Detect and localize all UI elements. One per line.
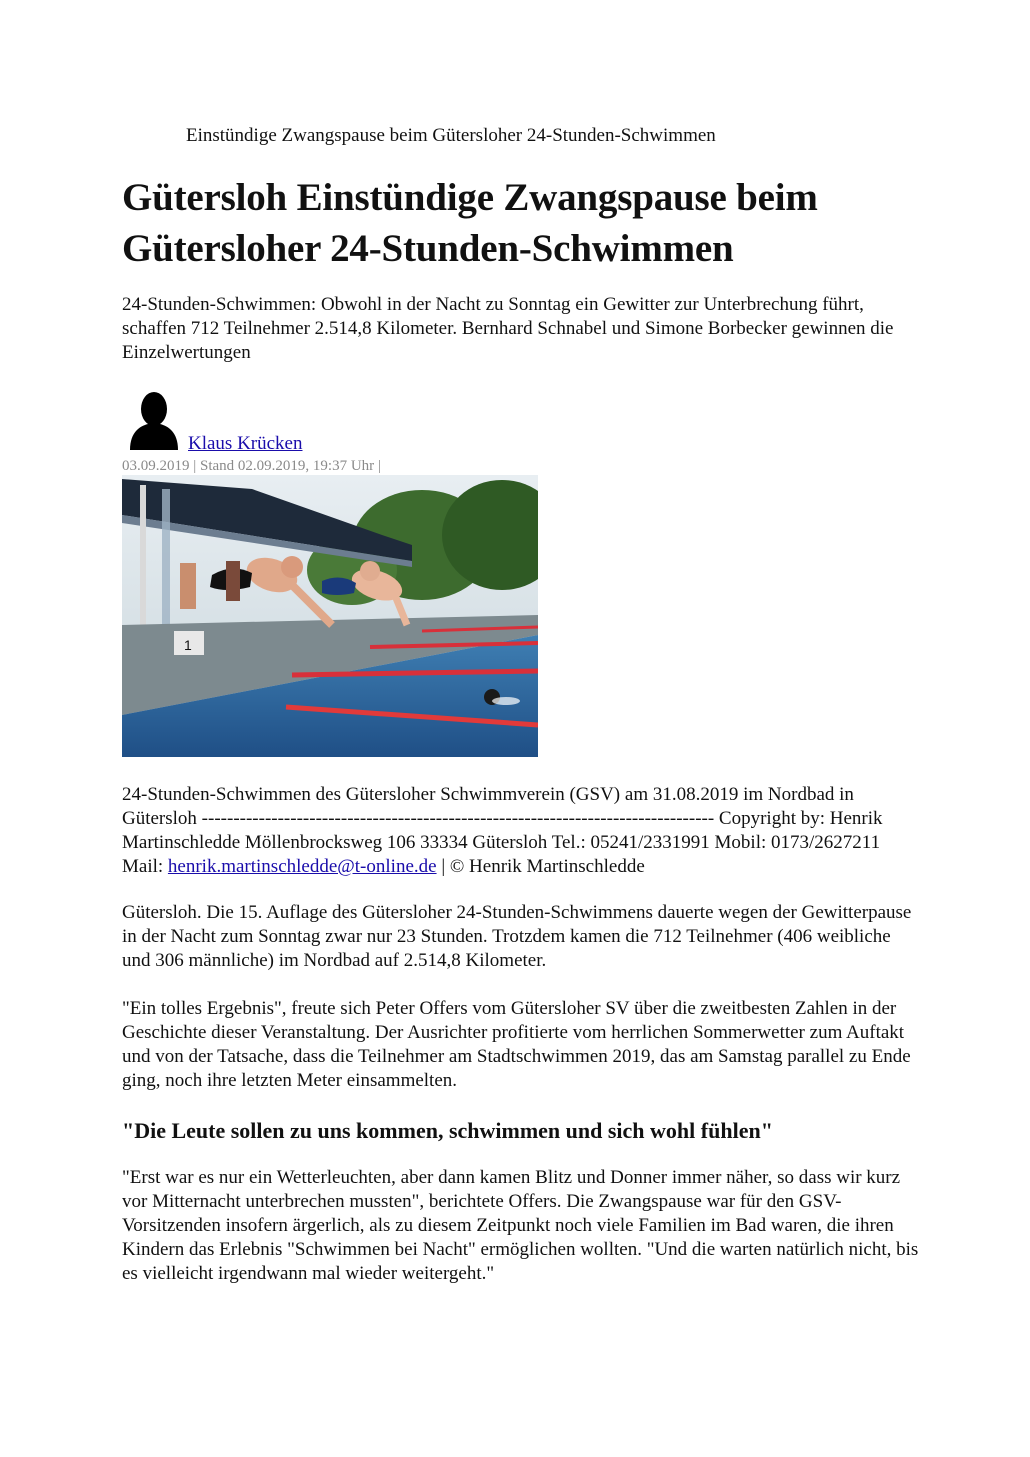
paragraph: "Ein tolles Ergebnis", freute sich Peter Offers vom Gütersloher SV über die zweitbesten Zahlen in der Geschichte dieser Veranstaltung. Der Ausrichter profitierte vom herrlichen Sommerwetter zum Auftakt und von der Tatsache, dass die Teilnehmer am Stadtschwimmen 2019, das am Samstag parallel zu Ende ging, noch ihre letzten Meter einsammelten.: [122, 998, 911, 1091]
article-dateline: 03.09.2019 | Stand 02.09.2019, 19:37 Uhr |: [122, 458, 381, 474]
caption-text: 24-Stunden-Schwimmen des Gütersloher Schwimmverein (GSV) am 31.08.2019 im Nordbad in Gütersloh --------------------------------------------------------------------------------- Copyright by: Henrik Martinschledde Möllenbrocksweg 106 33334 Gütersloh Tel.: 05241/2331991 Mobil: 0173/2627211 Mail:: [122, 784, 883, 877]
author-link[interactable]: Klaus Krücken: [188, 433, 303, 454]
article-headline: Gütersloh Einstündige Zwangspause beim Gütersloher 24-Stunden-Schwimmen: [122, 176, 818, 270]
paragraph: Gütersloh. Die 15. Auflage des Gütersloher 24-Stunden-Schwimmens dauerte wegen der Gewitterpause in der Nacht zum Sonntag zwar nur 23 Stunden. Trotzdem kamen die 712 Teilnehmer (406 weibliche und 306 männliche) im Nordbad auf 2.514,8 Kilometer.: [122, 902, 912, 971]
article-photo: [122, 475, 538, 757]
photo-caption: [122, 783, 922, 879]
article-subheading: "Die Leute sollen zu uns kommen, schwimmen und sich wohl fühlen": [122, 1118, 773, 1143]
person-silhouette-icon: [126, 388, 182, 450]
email-link[interactable]: henrik.martinschledde@t-online.de: [167, 856, 437, 877]
page-header-title: Einstündige Zwangspause beim Gütersloher 24-Stunden-Schwimmen: [186, 125, 716, 146]
swimmers-diving-photo: [122, 475, 538, 757]
paragraph: "Erst war es nur ein Wetterleuchten, aber dann kamen Blitz und Donner immer näher, so dass wir kurz vor Mitternacht unterbrechen mussten", berichtete Offers. Die Zwangspause war für den GSV-Vorsitzenden insofern ärgerlich, als zu diesem Zeitpunkt noch viele Familien im Bad waren, die ihren Kindern das Erlebnis "Schwimmen bei Nacht" ermöglichen wollten. "Und die warten natürlich nicht, bis es vielleicht irgendwann mal wieder weitergeht.": [122, 1167, 919, 1284]
caption-copyright: | © Henrik Martinschledde: [436, 856, 645, 877]
lane-number: 1: [184, 637, 192, 653]
article-lead: 24-Stunden-Schwimmen: Obwohl in der Nacht zu Sonntag ein Gewitter zur Unterbrechung führt, schaffen 712 Teilnehmer 2.514,8 Kilometer. Bernhard Schnabel und Simone Borbecker gewinnen die Einzelwertungen: [122, 294, 894, 363]
